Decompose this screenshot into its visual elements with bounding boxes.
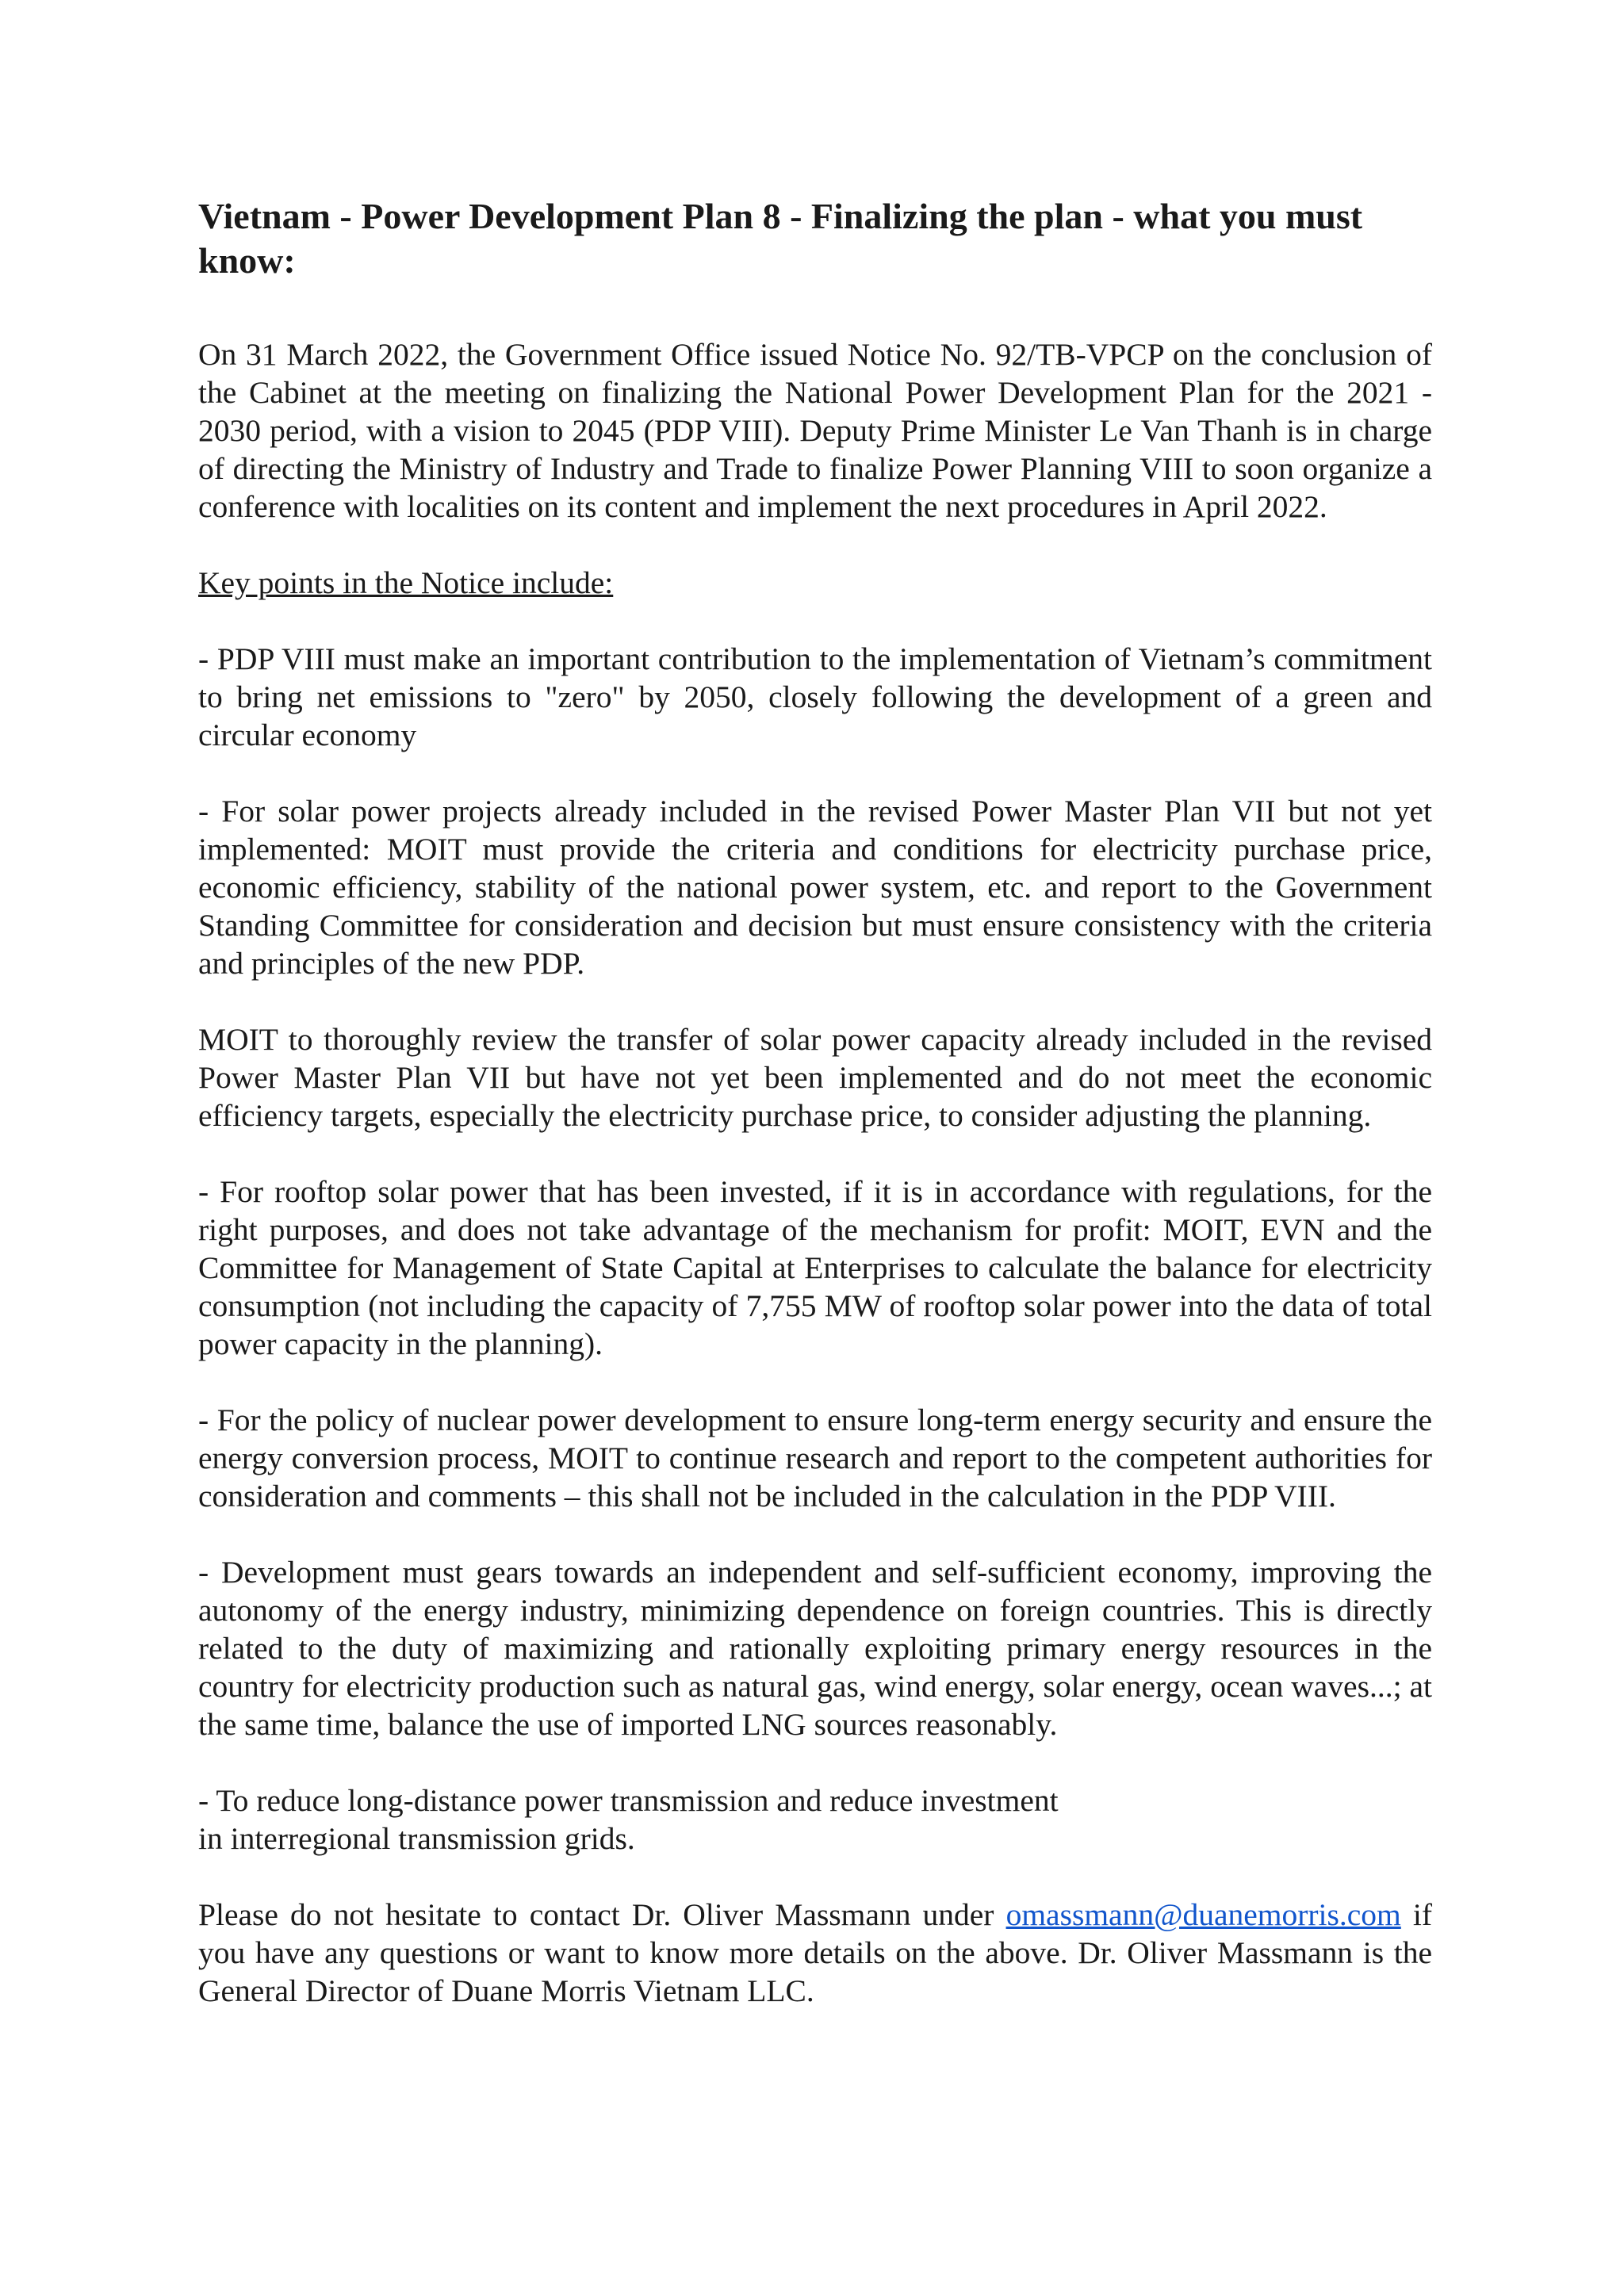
point-paragraph: - For solar power projects already included in the revised Power Master Plan VII but not yet implemented: MOIT must provide the criteria and conditions for electricity purchase price, economic efficiency, stability of the national power system, etc. and report to the Government Standing Committee for consideration and decision but must ensure consistency with the criteria and principles of the new PDP. <box>198 794 1432 981</box>
point-paragraph: - Development must gears towards an independent and self-sufficient economy, improving the autonomy of the energy industry, minimizing dependence on foreign countries. This is directly related to the duty of maximizing and rationally exploiting primary energy resources in the country for electricity production such as natural gas, wind energy, solar energy, ocean waves...; at the same time, balance the use of imported LNG sources reasonably. <box>198 1555 1432 1742</box>
contact-text-before: Please do not hesitate to contact Dr. Oliver Massmann under <box>198 1897 1006 1932</box>
point-paragraph: - PDP VIII must make an important contribution to the implementation of Vietnam’s commitment to bring net emissions to "zero" by 2050, closely following the development of a green and circular economy <box>198 641 1432 752</box>
last-point-line: - To reduce long-distance power transmission and reduce investment <box>198 1783 1059 1818</box>
key-points-heading: Key points in the Notice include: <box>198 565 614 600</box>
intro-paragraph: On 31 March 2022, the Government Office issued Notice No. 92/TB-VPCP on the conclusion of the Cabinet at the meeting on finalizing the National Power Development Plan for the 2021 - 2030 period, with a vision to 2045 (PDP VIII). Deputy Prime Minister Le Van Thanh is in charge of directing the Ministry of Industry and Trade to finalize Power Planning VIII to soon organize a conference with localities on its content and implement the next procedures in April 2022. <box>198 337 1432 524</box>
point-paragraph: - For rooftop solar power that has been invested, if it is in accordance with regulations, for the right purposes, and does not take advantage of the mechanism for profit: MOIT, EVN and the Committee for Management of State Capital at Enterprises to calculate the balance for electricity consumption (not including the capacity of 7,755 MW of rooftop solar power into the data of total power capacity in the planning). <box>198 1174 1432 1361</box>
document-title: Vietnam - Power Development Plan 8 - Finalizing the plan - what you must know: <box>198 196 1363 281</box>
contact-paragraph <box>198 1896 1432 2010</box>
point-paragraph: MOIT to thoroughly review the transfer of solar power capacity already included in the revised Power Master Plan VII but have not yet been implemented and do not meet the economic efficiency targets, especially the electricity purchase price, to consider adjusting the planning. <box>198 1022 1432 1133</box>
last-point-line: in interregional transmission grids. <box>198 1821 635 1856</box>
contact-email-link[interactable]: omassmann@duanemorris.com <box>1005 1897 1401 1932</box>
contact-text-after: if you have any questions or want to know more details on the above. Dr. Oliver Massmann is the General Director of Duane Morris Vietnam LLC. <box>198 1897 1432 2008</box>
document-body <box>198 194 1432 2048</box>
point-paragraph: - For the policy of nuclear power development to ensure long-term energy security and ensure the energy conversion process, MOIT to continue research and report to the competent authorities for consideration and comments – this shall not be included in the calculation in the PDP VIII. <box>198 1402 1432 1513</box>
last-point-paragraph <box>198 1781 1432 1858</box>
key-points-heading-paragraph <box>198 564 1432 602</box>
